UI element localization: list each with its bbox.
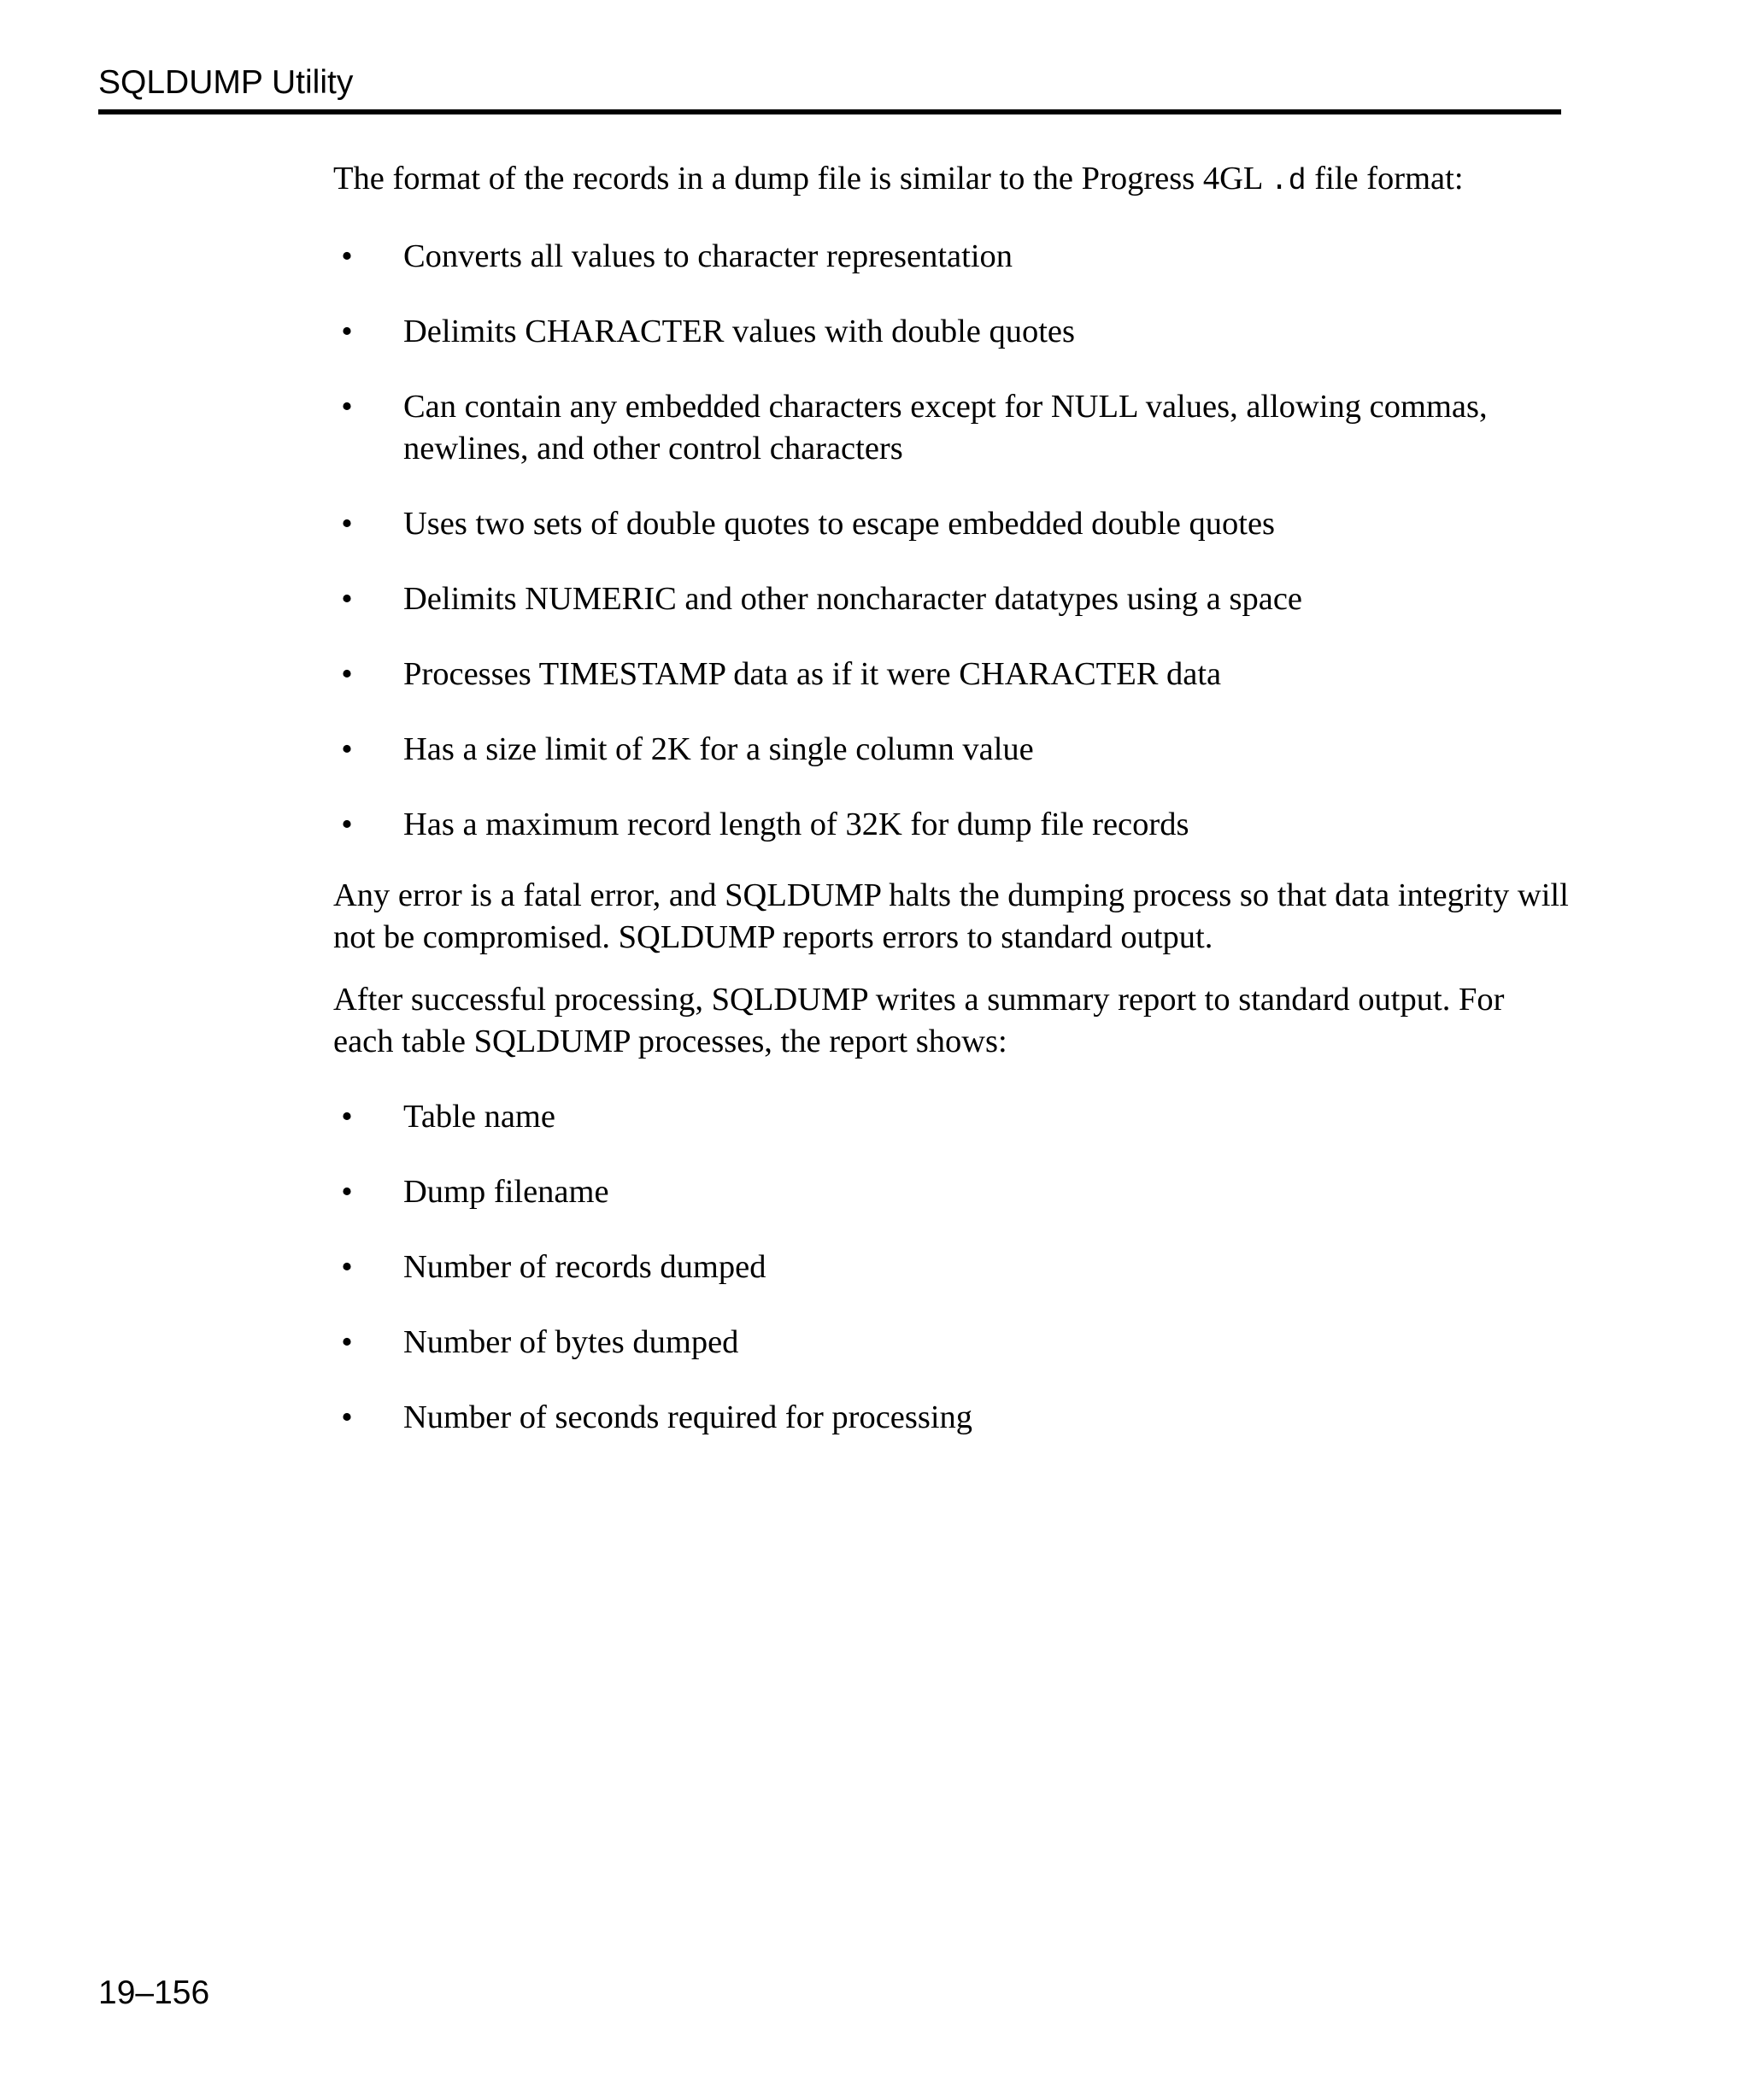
bullet-text: Uses two sets of double quotes to escape embedded double quotes [403,506,1276,542]
bullet-text: Dump filename [403,1174,609,1210]
bullet-icon: • [341,1324,353,1360]
report-bullet-item [333,1247,1572,1288]
bullet-icon: • [341,238,353,274]
bullet-text: Processes TIMESTAMP data as if it were CHARACTER data [403,656,1222,692]
bullet-icon: • [341,731,353,767]
bullet-text: Has a size limit of 2K for a single column value [403,731,1034,767]
format-bullet-item [333,386,1572,470]
bullet-icon: • [341,1249,353,1285]
report-bullet-item [333,1322,1572,1364]
format-bullet-item [333,503,1572,545]
bullet-icon: • [341,656,353,692]
bullet-icon: • [341,389,353,425]
bullet-text: Number of seconds required for processing [403,1399,973,1435]
page-body [333,158,1572,1439]
format-bullet-item [333,236,1572,278]
bullet-icon: • [341,807,353,842]
intro-text-start: The format of the records in a dump file is similar to the Progress 4GL [333,161,1271,197]
bullet-icon: • [341,1099,353,1135]
bullet-icon: • [341,581,353,617]
bullet-text: Delimits CHARACTER values with double quotes [403,314,1075,349]
bullet-text: Number of bytes dumped [403,1324,739,1360]
bullet-icon: • [341,1399,353,1435]
format-bullet-item [333,654,1572,695]
format-bullet-item [333,729,1572,771]
intro-text-end: file format: [1306,161,1464,197]
report-bullet-item [333,1397,1572,1439]
format-bullet-item [333,578,1572,620]
error-paragraph: Any error is a fatal error, and SQLDUMP halts the dumping process so that data integrity will not be compromised. SQLDUMP reports errors to standard output. [333,877,1569,955]
bullet-text: Has a maximum record length of 32K for dump file records [403,807,1189,842]
bullet-icon: • [341,1174,353,1210]
page-number: 19–156 [98,1974,210,2011]
bullet-text: Delimits NUMERIC and other noncharacter datatypes using a space [403,581,1303,617]
intro-paragraph [333,158,1572,202]
report-bullet-item [333,1096,1572,1138]
bullet-text: Table name [403,1099,555,1135]
format-bullet-item [333,311,1572,353]
running-header-title: SQLDUMP Utility [98,64,354,101]
file-extension-code: .d [1270,164,1307,198]
format-bullet-list [333,236,1572,846]
bullet-icon: • [341,506,353,542]
bullet-text: Number of records dumped [403,1249,766,1285]
report-bullet-item [333,1171,1572,1213]
header-rule [98,109,1561,114]
bullet-text: Can contain any embedded characters except for NULL values, allowing commas, newlines, and other control characters [403,389,1488,466]
bullet-text: Converts all values to character representation [403,238,1013,274]
summary-paragraph: After successful processing, SQLDUMP writes a summary report to standard output. For each table SQLDUMP processes, the report shows: [333,982,1505,1059]
bullet-icon: • [341,314,353,349]
report-bullet-list [333,1096,1572,1439]
format-bullet-item [333,804,1572,846]
